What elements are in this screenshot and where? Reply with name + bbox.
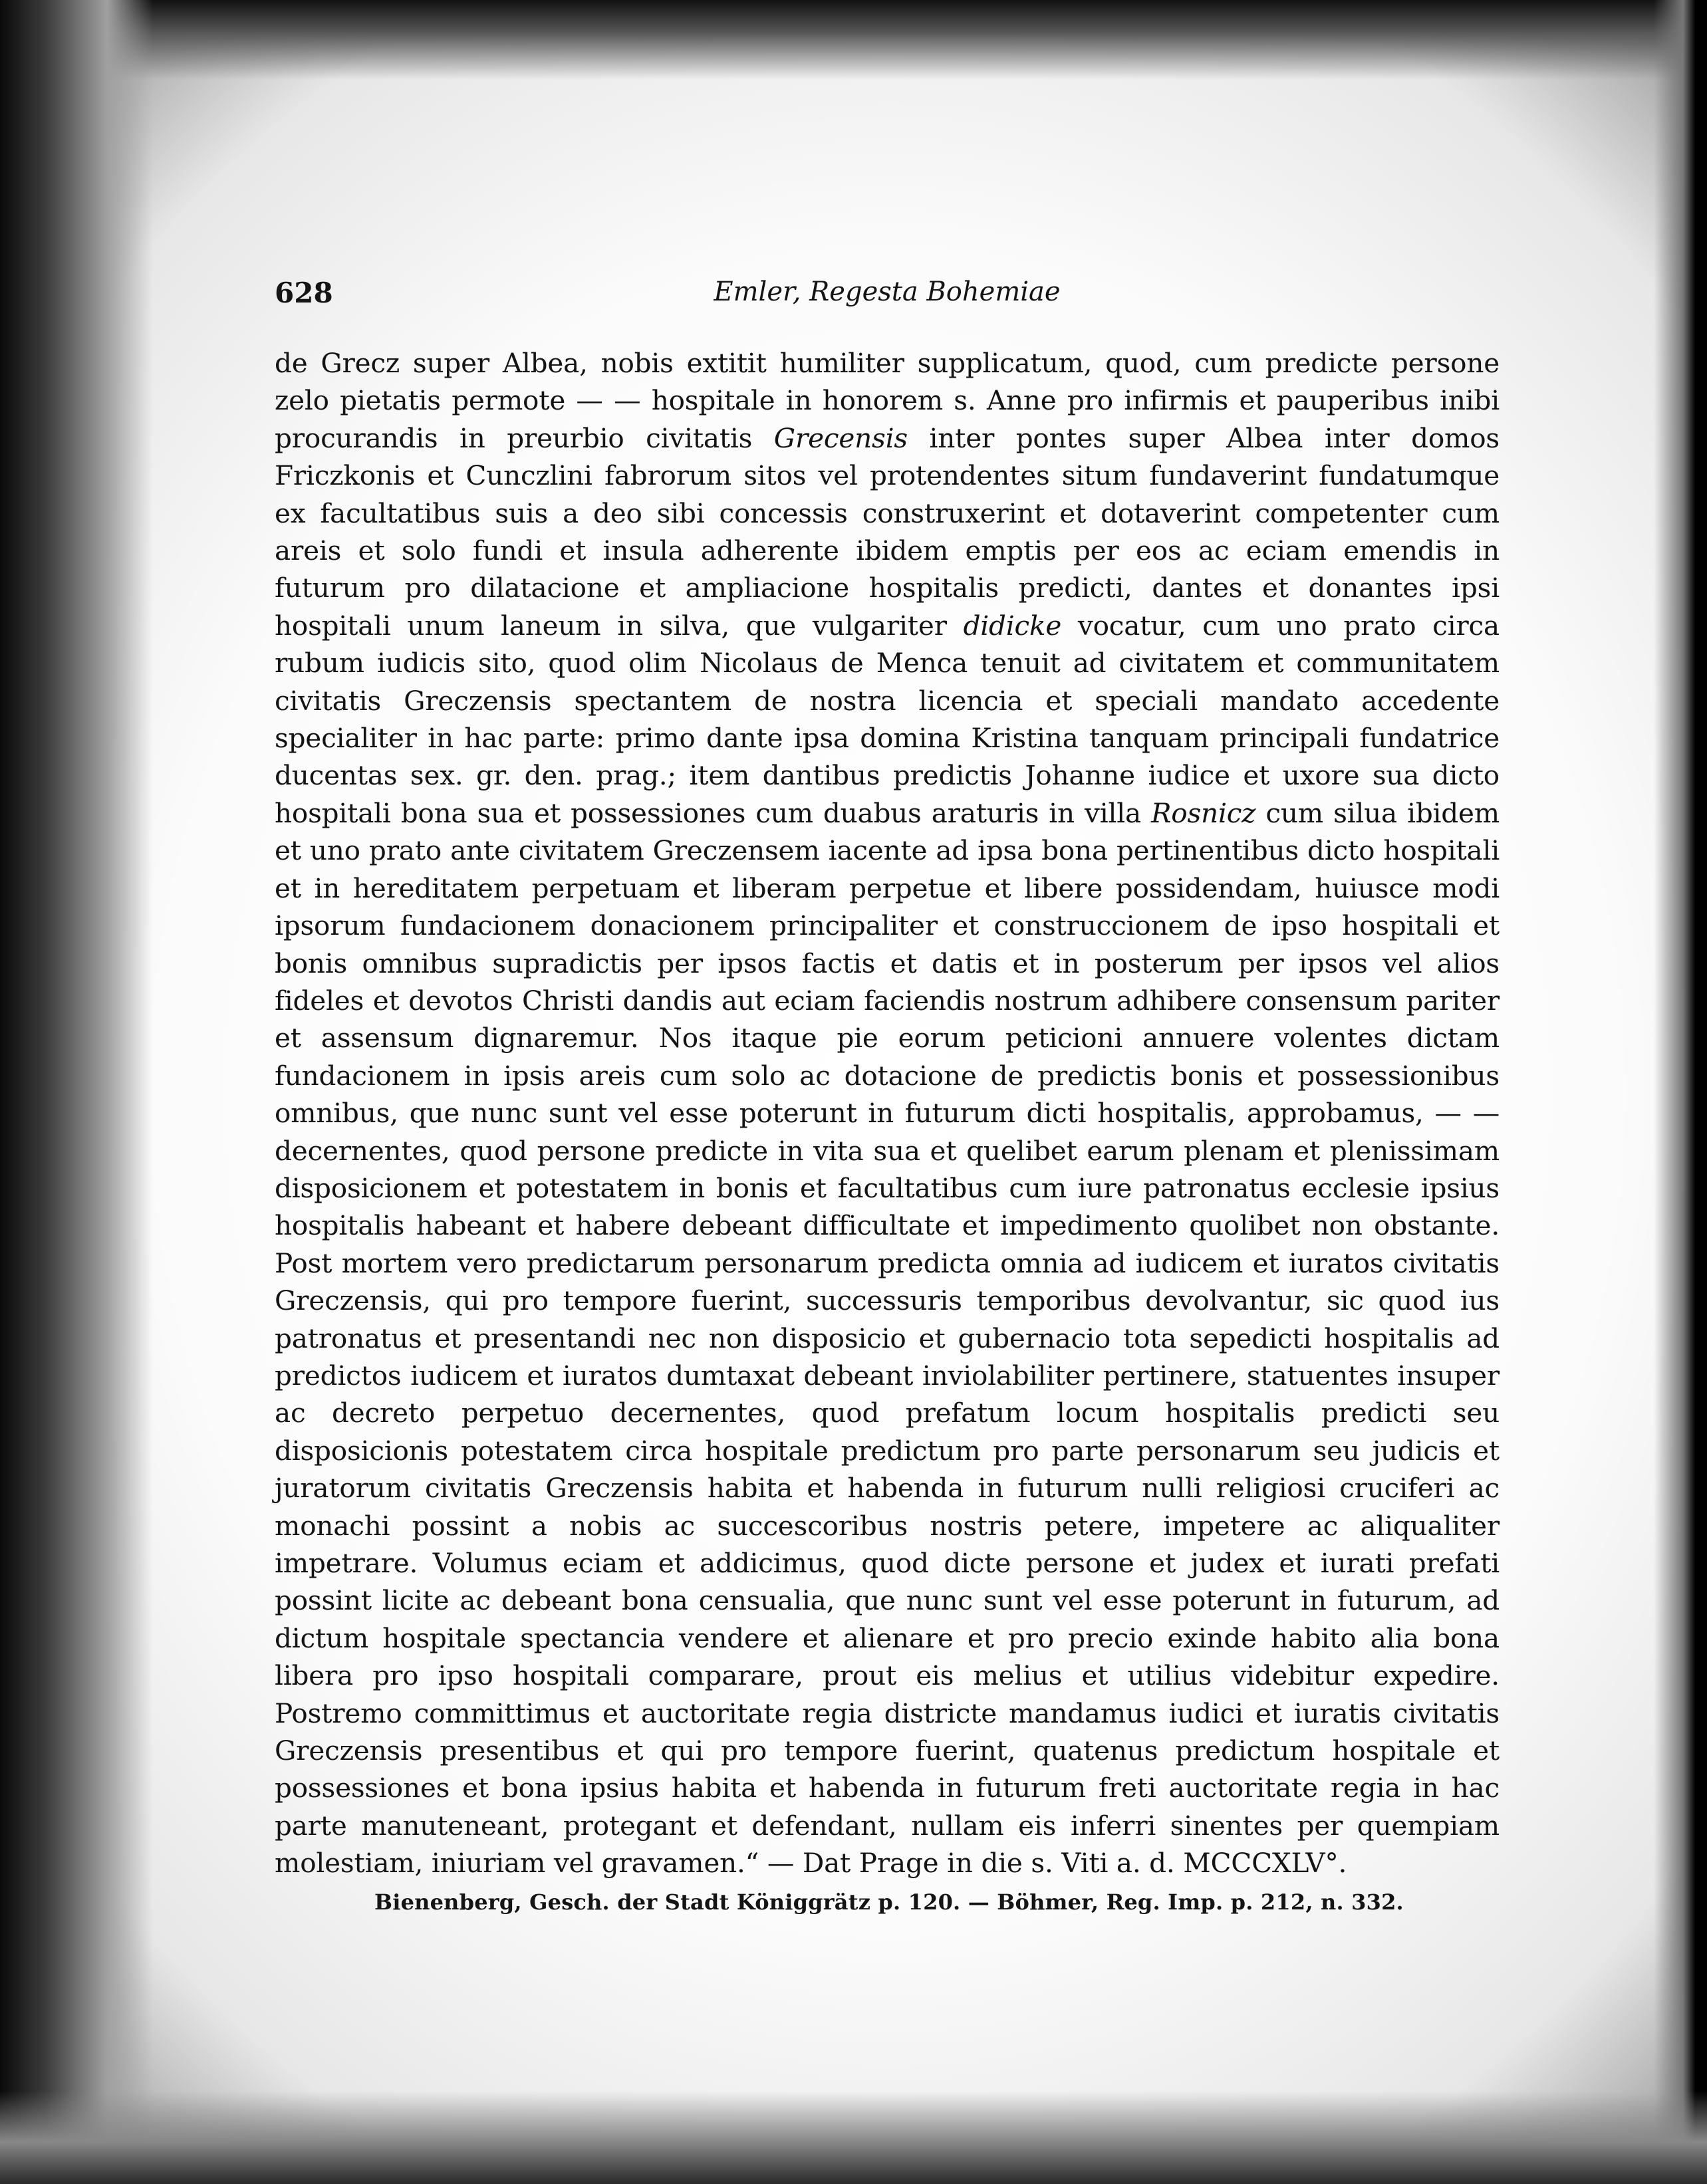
page-number: 628: [275, 277, 333, 309]
body-segment: cum silua ibidem et uno prato ante civitatem Greczensem iacente ad ipsa bona pertinentibus dicto hospitali et in hereditatem perpetuam et liberam perpetue et libere possidendam, huiusce modi ipsorum fundacionem donacionem principaliter et construccionem de ipso hospitali et bonis omnibus supradictis per ipsos factis et datis et in posterum per ipsos vel alios fideles et devotos Christi dandis aut eciam faciendis nostrum adhibere consensum pariter et assensum dignaremur. Nos itaque pie eorum peticioni annuere volentes dictam fundacionem in ipsis areis cum solo ac dotacione de predictis bonis et possessionibus omnibus, que nunc sunt vel esse poterunt in futurum dicti hospitalis, approbamus, — — decernentes, quod persone predicte in vita sua et quelibet earum plenam et plenissimam disposicionem et potestatem in bonis et facultatibus cum iure patronatus ecclesie ipsius hospitalis habeant et habere debeant difficultate et impedimento quolibet non obstante. Post mortem vero predictarum personarum predicta omnia ad iudicem et iuratos civitatis Greczensis, qui pro tempore fuerint, successuris temporibus devolvantur, sic quod ius patronatus et presentandi nec non disposicio et gubernacio tota sepedicti hospitalis ad predictos iudicem et iuratos dumtaxat debeant inviolabiliter pertinere, statuentes insuper ac decreto perpetuo decernentes, quod prefatum locum hospitalis predicti seu disposicionis potestatem circa hospitale predictum pro parte personarum seu judicis et juratorum civitatis Greczensis habita et habenda in futurum nulli religiosi cruciferi ac monachi possint a nobis ac succescoribus nostris petere, impetere ac aliqualiter impetrare. Volumus eciam et addicimus, quod dicte persone et judex et iurati prefati possint licite ac debeant bona censualia, que nunc sunt vel esse poterunt in futurum, ad dictum hospitale spectancia vendere et alienare et pro precio exinde habito alia bona libera pro ipso hospitali comparare, prout eis melius et utilius videbitur expedire. Postremo committimus et auctoritate regia districte mandamus iudici et iuratis civitatis Greczensis presentibus et qui pro tempore fuerint, quatenus predictum hospitale et possessiones et bona ipsius habita et habenda in futurum freti auctoritate regia in hac parte manuteneant, protegant et defendant, nullam eis inferri sinentes per quempiam molestiam, iniuriam vel gravamen.“ — Dat Prage in die s. Viti a. d. MCCCXLV°.: [275, 796, 1500, 1880]
body-segment: de Grecz super Albea, nobis extitit humiliter supplicatum, quod, cum predicte persone zelo pietatis permote — — hospitale in honorem s. Anne pro infirmis et pauperibus inibi procurandis in preurbio civitatis: [275, 347, 1500, 454]
running-head: [275, 273, 1500, 312]
scan-shadow-top: [0, 0, 1707, 80]
scan-shadow-left: [0, 0, 153, 2184]
body-text: [275, 344, 1500, 1882]
header-title: Emler, Regesta Bohemiae: [714, 277, 1061, 307]
body-segment: inter pontes super Albea inter domos Friczkonis et Cunczlini fabrorum sitos vel protendentes situm fundaverint fundatumque ex facultatibus suis a deo sibi concessis construxerint et dotaverint competenter cum areis et solo fundi et insula adherente ibidem emptis per eos ac eciam emendis in futurum pro dilatacione et ampliacione hospitalis predicti, dantes et donantes ipsi hospitali unum laneum in silva, que vulgariter: [275, 422, 1500, 642]
body-italic-village-name: Rosnicz: [1151, 796, 1256, 829]
body-italic-place-name: Grecensis: [773, 422, 908, 454]
scan-shadow-bottom: [0, 2091, 1707, 2184]
body-segment: vocatur, cum uno prato circa rubum iudicis sito, quod olim Nicolaus de Menca tenuit ad civitatem et communitatem civitatis Greczensis spectantem de nostra licencia et speciali mandato accedente specialiter in hac parte: primo dante ipsa domina Kristina tanquam principali fundatrice ducentas sex. gr. den. prag.; item dantibus predictis Johanne iudice et uxore sua dicto hospitali bona sua et possessiones cum duabus araturis in villa: [275, 609, 1500, 829]
scan-shadow-right: [1654, 0, 1707, 2184]
body-italic-vernacular-term: didicke: [963, 609, 1062, 642]
page-content: [275, 273, 1500, 1917]
source-footnote: Bienenberg, Gesch. der Stadt Königgrätz p. 120. — Böhmer, Reg. Imp. p. 212, n. 332.: [374, 1889, 1404, 1915]
